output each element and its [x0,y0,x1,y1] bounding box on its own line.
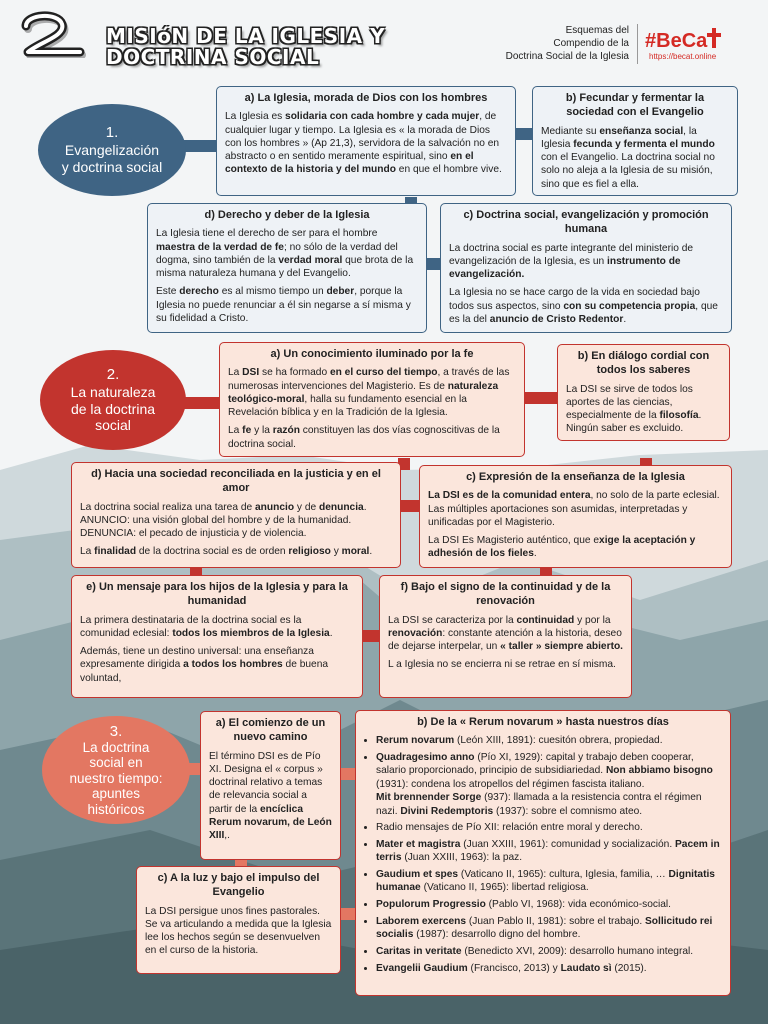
card-3c: c) A la luz y bajo el impulso del Evangelio La DSI persigue unos fines pastorales. Se va articulando a medida que la Iglesia lee los hechos según se desenvuelven en el curso de la historia. [136,866,341,974]
section1-heading: 1. Evangelización y doctrina social [38,104,186,196]
card-1c: c) Doctrina social, evangelización y promoción humana La doctrina social es parte integrante del ministerio de evangelización de la Iglesia, es un instrumento de evangelización. La Iglesia no se hace cargo de la vida en sociedad bajo todos sus aspectos, sino con su competencia propia, que es la del anuncio de Cristo Redentor. [440,203,732,333]
list-item: Mit brennender Sorge (937): llamada a la resistencia contra el régimen nazi. Divini Redemptoris (1937): sobre el comnismo ateo. [376,792,702,817]
list-item: • Caritas in veritate (Benedicto XVI, 2009): desarrollo humano integral. [376,945,722,958]
section2-heading: 2. La naturaleza de la doctrina social [40,350,186,450]
list-item: • Radio mensajes de Pío XII: relación entre moral y derecho. [376,821,722,834]
card-2b: b) En diálogo cordial con todos los saberes La DSI se sirve de todos los aportes de las ciencias, especialmente de la filosofía. Ningún saber es excluido. [557,344,730,441]
encyclical-list [364,734,722,975]
card-3b: b) De la « Rerum novarum » hasta nuestros días • Rerum novarum (León XIII, 1891): cuesitón obrera, propiedad. • Quadragesimo anno (Pío XI, 1929): capital y trabajo deben cooperar, salario proporcionado, principio de subsidiariedad. Non abbiamo bisogno (1931): condena los atropellos del régimen fascista italiano. Mit brennender Sorge (937): llamada a la resistencia contra el régimen nazi. Divini Redemptoris (1937): sobre el comnismo ateo. • Radio mensajes de Pío XII: relación entre moral y derecho. • Mater et magistra (Juan XXIII, 1961): comunidad y socialización. Pacem in terris (Juan XXIII, 1963): la paz. • Gaudium et spes (Vaticano II, 1965): cultura, Iglesia, familia, … Dignitatis humanae (Vaticano II, 1965): libertad religiosa. • Populorum Progressio (Pablo VI, 1968): vida económico-social. • Laborem exercens (Juan Pablo II, 1981): sobre el trabajo. Sollicitudo rei socialis (1987): desarrollo digno del hombre. • Caritas in veritate (Benedicto XVI, 2009): desarrollo humano integral. • Evangelii Gaudium (Francisco, 2013) y Laudato sì (2015). [355,710,731,996]
connector [362,630,380,642]
brand-url[interactable]: https://becat.online [649,52,717,61]
connector [524,392,559,404]
list-item: • Mater et magistra (Juan XXIII, 1961): comunidad y socialización. Pacem in terris (Juan XXIII, 1963): la paz. [376,838,722,865]
connector [400,500,420,512]
connector [425,258,440,270]
card-2d: d) Hacia una sociedad reconciliada en la justicia y en el amor La doctrina social realiza una tarea de anuncio y de denuncia. ANUNCIO: una visión global del hombre y de la humanidad. DENUNCIA: el pecado de injusticia y de violencia. La finalidad de la doctrina social es de orden religioso y moral. [71,462,401,568]
card-2c: c) Expresión de la enseñanza de la Iglesia La DSI es de la comunidad entera, no solo de la parte eclesial. Las múltiples aportaciones son asumidas, interpretadas y unificadas por el Magisterio. La DSI Es Magisterio auténtico, que exige la aceptación y adhesión de los fieles. [419,465,732,568]
card-3a: a) El comienzo de un nuevo camino El término DSI es de Pío XI. Designa el « corpus » doctrinal relativo a temas de relevancia social a partir de la encíclica Rerum novarum, de León XIII,. [200,711,341,860]
cross-icon [707,28,721,48]
list-item: • Populorum Progressio (Pablo VI, 1968): vida económico-social. [376,898,722,911]
brand-logo: #BeCa [645,28,721,53]
header-divider [637,24,638,64]
card-1d: d) Derecho y deber de la Iglesia La Iglesia tiene el derecho de ser para el hombre maestra de la verdad de fe; no sólo de la verdad del dogma, sino también de la verdad moral que brota de la misma naturaleza humana y del Evangelio. Este derecho es al mismo tiempo un deber, porque la Iglesia no puede renunciar a él sin negarse a sí misma y su fidelidad a Cristo. [147,203,427,333]
list-item: • Laborem exercens (Juan Pablo II, 1981): sobre el trabajo. Sollicitudo rei socialis (1987): desarrollo digno del hombre. [376,915,722,942]
section3-heading: 3. La doctrina social en nuestro tiempo: apuntes históricos [42,716,190,824]
card-1b: b) Fecundar y fermentar la sociedad con el Evangelio Mediante su enseñanza social, la Iglesia fecunda y fermenta el mundo con el Evangelio. La doctrina social no solo no aleja a la Iglesia de su misión, sino que es fiel a ella. [532,86,738,196]
card-2f: f) Bajo el signo de la continuidad y de la renovación La DSI se caracteriza por la continuidad y por la renovación: constante atención a la historia, deseo de dejarse interpelar, un « taller » siempre abierto. L a Iglesia no se encierra ni se retrae en sí misma. [379,575,632,698]
connector [340,768,356,780]
connector [340,908,356,920]
list-item: • Quadragesimo anno (Pío XI, 1929): capital y trabajo deben cooperar, salario proporcionado, principio de subsidiariedad. Non abbiamo bisogno (1931): condena los atropellos del régimen fascista italiano. [376,751,722,791]
card-2a: a) Un conocimiento iluminado por la fe La DSI se ha formado en el curso del tiempo, a través de las numerosas intervenciones del Magisterio. Es de naturaleza teológico-moral, halla su fundamento esencial en la Revelación bíblica y en la Tradición de la Iglesia. La fe y la razón constituyen las dos vías cognoscitivas de la doctrina social. [219,342,525,457]
list-item: • Evangelii Gaudium (Francisco, 2013) y Laudato sì (2015). [376,962,722,975]
page-title: MISIóN DE LA IGLESIA Y DOCTRINA SOCIAL [106,24,386,69]
card-2e: e) Un mensaje para los hijos de la Iglesia y para la humanidad La primera destinataria de la doctrina social es la comunidad eclesial: todos los miembros de la Iglesia. Además, tiene un destino universal: una enseñanza expresamente dirigida a todos los hombres de buena voluntad, [71,575,363,698]
card-1a: a) La Iglesia, morada de Dios con los hombres La Iglesia es solidaria con cada hombre y cada mujer, de cualquier lugar y tiempo. La Iglesia es « la morada de Dios con los hombres » (Ap 21,3), servidora de la salvación no en abstracto o en sentido meramente espiritual, sino en el contexto de la historia y del mundo en que el hombre vive. [216,86,516,196]
subtitle: Esquemas del Compendio de la Doctrina Social de la Iglesia [505,25,629,62]
list-item: • Rerum novarum (León XIII, 1891): cuesitón obrera, propiedad. [376,734,722,747]
list-item: • Gaudium et spes (Vaticano II, 1965): cultura, Iglesia, familia, … Dignitatis humanae (Vaticano II, 1965): libertad religiosa. [376,868,722,895]
section-number-two-icon [18,10,98,58]
